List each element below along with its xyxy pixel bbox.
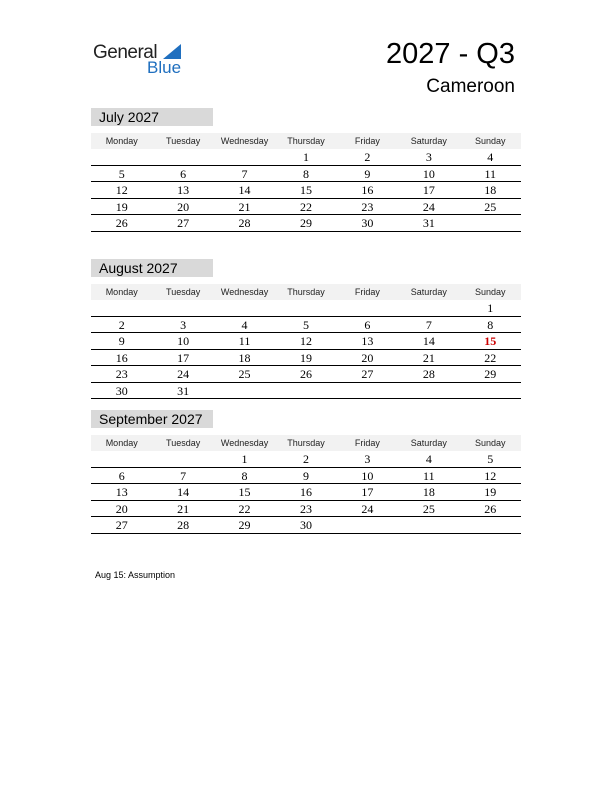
day-cell <box>91 149 152 165</box>
weekday-label: Wednesday <box>220 287 269 297</box>
weekday-label: Sunday <box>474 287 506 297</box>
day-cell: 26 <box>115 216 128 230</box>
day-cell: 2 <box>302 452 309 466</box>
logo-word-general: General <box>93 42 158 63</box>
weekday-label: Monday <box>105 136 138 146</box>
weekday-label: Monday <box>105 287 138 297</box>
weekday-label: Thursday <box>287 287 325 297</box>
day-cell: 13 <box>361 334 374 348</box>
weekday-header <box>91 435 521 451</box>
day-cell: 28 <box>422 367 435 381</box>
week-row <box>91 317 521 334</box>
logo-word-blue: Blue <box>147 58 182 77</box>
week-row <box>91 350 521 367</box>
day-cell <box>91 451 152 467</box>
day-cell: 11 <box>484 166 497 181</box>
day-cell: 5 <box>118 166 125 181</box>
day-cell: 8 <box>487 317 494 332</box>
weekday-label: Tuesday <box>166 287 201 297</box>
day-cell: 22 <box>299 199 312 214</box>
day-cell: 17 <box>422 183 435 197</box>
day-cell: 20 <box>361 350 374 365</box>
day-cell <box>460 383 521 399</box>
day-cell <box>152 149 213 165</box>
weekday-label: Wednesday <box>220 136 269 146</box>
day-cell: 8 <box>302 166 309 181</box>
day-cell: 7 <box>241 166 248 181</box>
day-cell: 17 <box>361 485 374 499</box>
weekday-label: Tuesday <box>166 136 201 146</box>
day-cell: 27 <box>115 518 128 532</box>
day-cell: 14 <box>177 485 190 499</box>
day-cell: 12 <box>484 468 497 483</box>
holiday-note: Aug 15: Assumption <box>95 570 176 580</box>
day-cell: 23 <box>299 501 312 516</box>
week-row <box>91 517 521 534</box>
day-cell: 21 <box>177 501 190 516</box>
day-cell: 13 <box>177 183 190 197</box>
day-cell: 28 <box>238 216 251 230</box>
day-cell: 18 <box>238 350 251 365</box>
day-cell: 9 <box>118 334 125 348</box>
day-cell: 10 <box>177 334 190 348</box>
day-cell: 14 <box>422 334 435 348</box>
week-row <box>91 182 521 199</box>
weekday-label: Saturday <box>410 287 447 297</box>
week-row <box>91 366 521 383</box>
weekday-header <box>91 133 521 149</box>
day-cell <box>337 300 398 316</box>
day-cell: 30 <box>115 383 128 398</box>
day-cell: 1 <box>302 150 309 164</box>
weekday-label: Friday <box>354 438 380 448</box>
day-cell: 23 <box>361 199 374 214</box>
day-cell: 7 <box>425 317 432 332</box>
day-cell: 30 <box>361 216 374 230</box>
day-cell: 15 <box>484 334 497 348</box>
day-cell: 5 <box>302 317 309 332</box>
day-cell: 10 <box>361 468 374 483</box>
week-row <box>91 300 521 317</box>
day-cell: 22 <box>238 501 251 516</box>
day-cell: 14 <box>238 183 251 197</box>
day-cell: 6 <box>364 317 371 332</box>
day-cell: 6 <box>118 468 125 483</box>
day-cell <box>337 517 398 533</box>
weekday-label: Monday <box>105 438 138 448</box>
day-cell: 3 <box>180 317 187 332</box>
week-row <box>91 333 521 350</box>
month-august <box>91 259 521 399</box>
day-cell <box>398 383 459 399</box>
day-cell: 4 <box>241 317 248 332</box>
day-cell: 3 <box>364 452 371 466</box>
day-cell: 30 <box>299 518 312 532</box>
week-row <box>91 149 521 166</box>
weekday-label: Saturday <box>410 136 447 146</box>
weekday-label: Friday <box>354 136 380 146</box>
day-cell: 25 <box>484 199 497 214</box>
day-cell: 8 <box>241 468 248 483</box>
day-cell <box>460 517 521 533</box>
day-cell: 2 <box>364 150 371 164</box>
month-september <box>91 410 521 534</box>
day-cell: 22 <box>484 350 497 365</box>
week-row <box>91 215 521 232</box>
weekday-label: Sunday <box>474 438 506 448</box>
day-cell: 10 <box>422 166 435 181</box>
day-cell: 26 <box>484 501 497 516</box>
month-label: July 2027 <box>91 108 213 126</box>
day-cell <box>91 300 152 316</box>
logo-triangle-icon <box>163 44 181 59</box>
day-cell: 12 <box>299 334 312 348</box>
day-cell: 21 <box>422 350 435 365</box>
day-cell: 5 <box>487 452 494 466</box>
day-cell: 21 <box>238 199 251 214</box>
weekday-label: Thursday <box>287 136 325 146</box>
day-cell: 7 <box>180 468 187 483</box>
day-cell: 29 <box>299 216 312 230</box>
day-cell: 18 <box>484 183 497 197</box>
weekday-label: Tuesday <box>166 438 201 448</box>
page-title: 2027 - Q3 <box>386 38 515 70</box>
day-cell <box>152 300 213 316</box>
day-cell: 24 <box>361 501 374 516</box>
day-cell: 13 <box>115 485 128 499</box>
day-cell <box>337 383 398 399</box>
weekday-header <box>91 284 521 300</box>
week-row <box>91 383 521 400</box>
day-cell <box>398 300 459 316</box>
day-cell: 25 <box>238 367 251 381</box>
weekday-label: Wednesday <box>220 438 269 448</box>
day-cell: 4 <box>425 452 432 466</box>
day-cell: 24 <box>177 367 190 381</box>
day-cell <box>214 149 275 165</box>
day-cell: 26 <box>299 367 312 381</box>
day-cell: 16 <box>361 183 374 197</box>
weekday-label: Friday <box>354 287 380 297</box>
day-cell: 24 <box>422 199 435 214</box>
day-cell: 11 <box>423 468 435 483</box>
month-july <box>91 108 521 232</box>
day-cell: 12 <box>115 183 128 197</box>
day-cell <box>214 383 275 399</box>
day-cell: 1 <box>241 452 248 466</box>
month-label: September 2027 <box>91 410 213 428</box>
day-cell: 20 <box>177 199 190 214</box>
day-cell <box>460 215 521 231</box>
week-row <box>91 484 521 501</box>
weekday-label: Sunday <box>474 136 506 146</box>
weekday-label: Thursday <box>287 438 325 448</box>
weekday-label: Saturday <box>410 438 447 448</box>
day-cell: 15 <box>238 485 251 499</box>
day-cell: 1 <box>487 301 494 315</box>
day-cell: 11 <box>238 334 251 348</box>
day-cell: 31 <box>177 383 190 398</box>
day-cell: 27 <box>361 367 374 381</box>
month-label: August 2027 <box>91 259 213 277</box>
day-cell <box>275 300 336 316</box>
day-cell <box>275 383 336 399</box>
day-cell: 18 <box>422 485 435 499</box>
holiday-notes <box>95 570 175 580</box>
week-row <box>91 199 521 216</box>
day-cell: 2 <box>118 317 125 332</box>
day-cell: 28 <box>177 518 190 532</box>
day-cell: 31 <box>422 216 435 230</box>
day-cell: 19 <box>484 485 497 499</box>
day-cell: 29 <box>238 518 251 532</box>
day-cell: 3 <box>425 150 432 164</box>
day-cell: 23 <box>115 367 128 381</box>
day-cell: 6 <box>180 166 187 181</box>
week-row <box>91 166 521 183</box>
week-row <box>91 451 521 468</box>
day-cell: 19 <box>115 199 128 214</box>
day-cell: 25 <box>422 501 435 516</box>
day-cell: 4 <box>487 150 494 164</box>
week-row <box>91 501 521 518</box>
day-cell: 15 <box>299 183 312 197</box>
day-cell: 9 <box>302 468 309 483</box>
day-cell: 17 <box>177 350 190 365</box>
day-cell <box>214 300 275 316</box>
day-cell: 9 <box>364 166 371 181</box>
day-cell: 16 <box>299 485 312 499</box>
day-cell: 29 <box>484 367 497 381</box>
day-cell: 20 <box>115 501 128 516</box>
generalblue-logo <box>93 40 193 80</box>
country-name: Cameroon <box>426 76 515 97</box>
day-cell: 27 <box>177 216 190 230</box>
week-row <box>91 468 521 485</box>
day-cell: 19 <box>299 350 312 365</box>
day-cell <box>152 451 213 467</box>
day-cell <box>398 517 459 533</box>
day-cell: 16 <box>115 350 128 365</box>
